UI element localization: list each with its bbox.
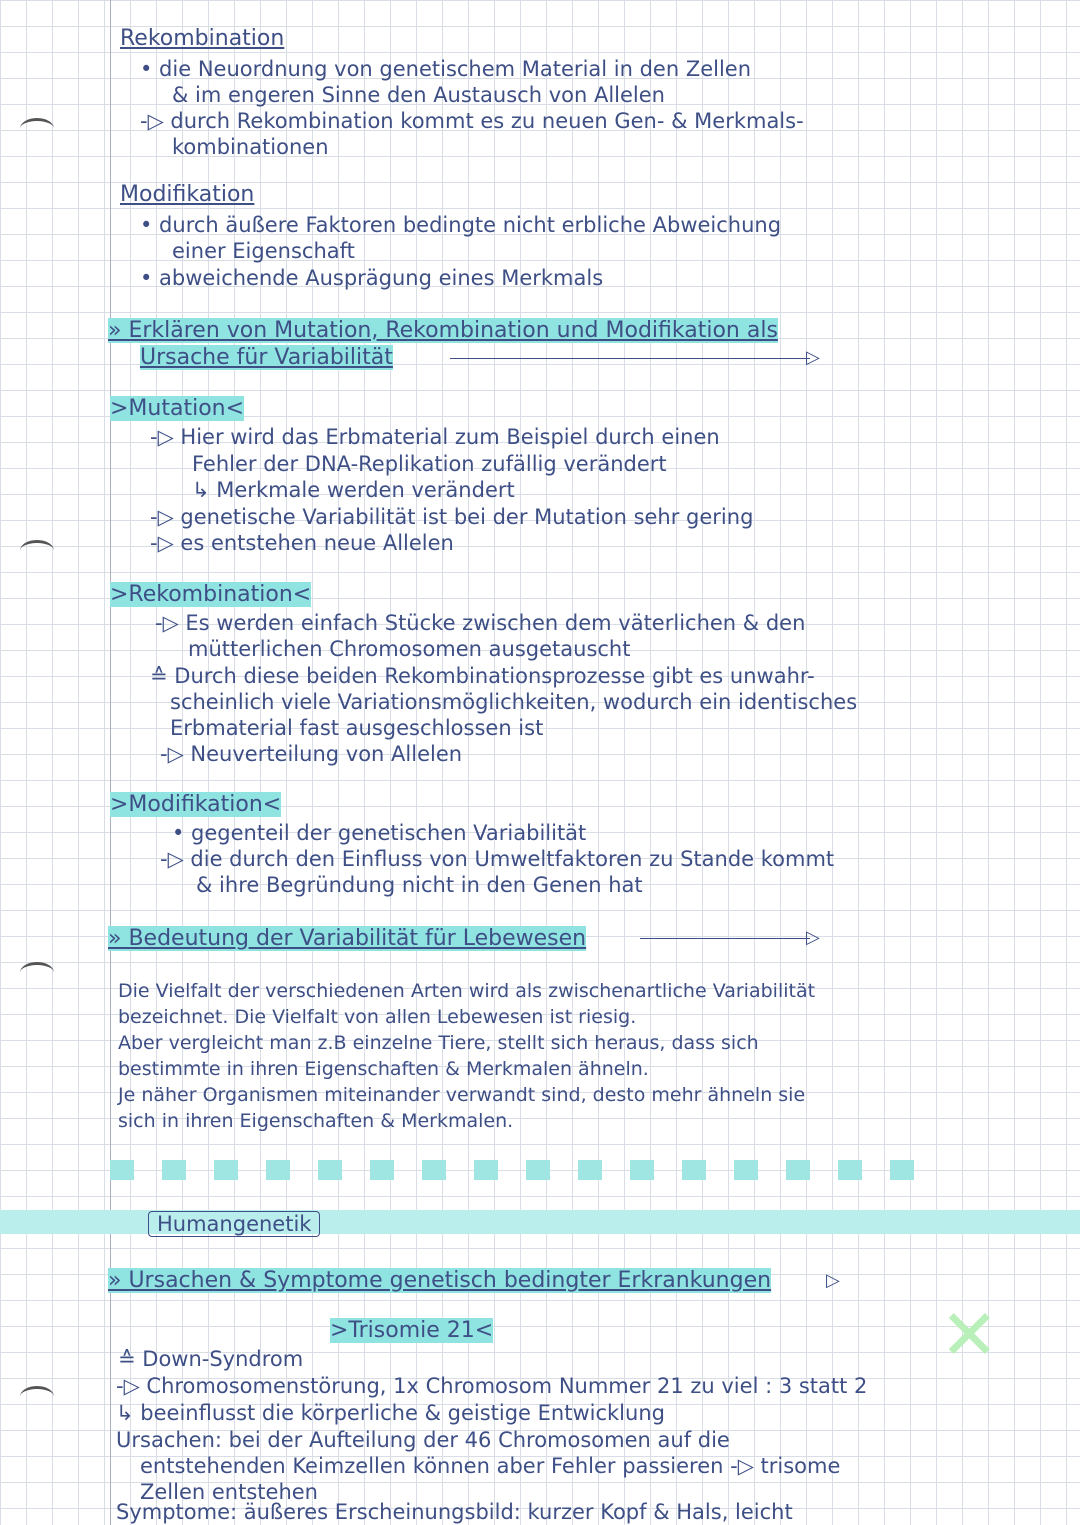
text-line: scheinlich viele Variationsmöglichkeiten, wodurch ein identisches <box>170 690 858 714</box>
text-line: Symptome: äußeres Erscheinungsbild: kurzer Kopf & Hals, leicht <box>116 1500 793 1524</box>
text-line: einer Eigenschaft <box>172 239 355 263</box>
text-line: Die Vielfalt der verschiedenen Arten wird als zwischenartliche Variabilität <box>118 980 816 1002</box>
text-line: • abweichende Ausprägung eines Merkmals <box>140 266 604 290</box>
section-heading-erklaeren: » Erklären von Mutation, Rekombination und Modifikation als <box>108 318 778 343</box>
arrow-line <box>450 358 810 359</box>
highlighter-dashes <box>110 1160 920 1180</box>
text-line: Je näher Organismen miteinander verwandt sind, desto mehr ähneln sie <box>118 1084 806 1106</box>
binder-hole <box>20 118 54 139</box>
text-line: -▷ es entstehen neue Allelen <box>150 531 454 555</box>
text-line: Fehler der DNA-Replikation zufällig verändert <box>192 452 667 476</box>
text-line: -▷ Chromosomenstörung, 1x Chromosom Nummer 21 zu viel : 3 statt 2 <box>116 1374 868 1398</box>
text-line: Erbmaterial fast ausgeschlossen ist <box>170 716 544 740</box>
margin-line <box>110 0 111 1525</box>
arrow-head-icon: ▷ <box>806 927 820 948</box>
rekombination-def-title: Rekombination <box>120 26 285 51</box>
section-heading-ursachen: » Ursachen & Symptome genetisch bedingter Erkrankungen <box>108 1268 772 1293</box>
text-line: & ihre Begründung nicht in den Genen hat <box>196 873 643 897</box>
binder-hole <box>20 540 54 561</box>
text-line: Zellen entstehen <box>140 1480 318 1504</box>
trisomie-title: >Trisomie 21< <box>330 1318 494 1343</box>
text-line: & im engeren Sinne den Austausch von Allelen <box>172 83 665 107</box>
text-line: -▷ Neuverteilung von Allelen <box>160 742 463 766</box>
text-line: sich in ihren Eigenschaften & Merkmalen. <box>118 1110 514 1132</box>
text-line: bestimmte in ihren Eigenschaften & Merkmalen ähneln. <box>118 1058 649 1080</box>
text-line: ↳ beeinflusst die körperliche & geistige Entwicklung <box>116 1401 665 1425</box>
section-heading-erklaeren-cont: Ursache für Variabilität <box>140 345 393 370</box>
rekombination-title: >Rekombination< <box>110 582 312 607</box>
text-line: • gegenteil der genetischen Variabilität <box>172 821 587 845</box>
arrow-head-icon: ▷ <box>826 1270 840 1291</box>
text-line: • durch äußere Faktoren bedingte nicht erbliche Abweichung <box>140 213 782 237</box>
text-line: ↳ Merkmale werden verändert <box>192 478 515 502</box>
modifikation-def-title: Modifikation <box>120 182 255 207</box>
text-line: Ursachen: bei der Aufteilung der 46 Chromosomen auf die <box>116 1428 730 1452</box>
mutation-title: >Mutation< <box>110 396 245 421</box>
binder-hole <box>20 1386 54 1407</box>
text-line: entstehenden Keimzellen können aber Fehler passieren -▷ trisome <box>140 1454 841 1478</box>
modifikation-title: >Modifikation< <box>110 792 282 817</box>
text-line: -▷ durch Rekombination kommt es zu neuen Gen- & Merkmals- <box>140 109 804 133</box>
text-line: -▷ die durch den Einfluss von Umweltfaktoren zu Stande kommt <box>160 847 835 871</box>
text-line: mütterlichen Chromosomen ausgetauscht <box>188 637 631 661</box>
text-line: kombinationen <box>172 135 329 159</box>
binder-hole <box>20 962 54 983</box>
check-mark-icon: ✕ <box>940 1294 999 1376</box>
text-line: ≙ Durch diese beiden Rekombinationsprozesse gibt es unwahr- <box>150 664 815 688</box>
text-line: -▷ genetische Variabilität ist bei der Mutation sehr gering <box>150 505 754 529</box>
arrow-head-icon: ▷ <box>806 347 820 368</box>
section-heading-bedeutung: » Bedeutung der Variabilität für Lebewesen <box>108 926 587 951</box>
text-line: Aber vergleicht man z.B einzelne Tiere, stellt sich heraus, dass sich <box>118 1032 759 1054</box>
text-line: • die Neuordnung von genetischem Material in den Zellen <box>140 57 752 81</box>
text-line: ≙ Down-Syndrom <box>118 1347 304 1371</box>
text-line: bezeichnet. Die Vielfalt von allen Lebewesen ist riesig. <box>118 1006 637 1028</box>
text-line: -▷ Es werden einfach Stücke zwischen dem väterlichen & den <box>155 611 806 635</box>
arrow-line <box>640 938 810 939</box>
humangenetik-title: Humangenetik <box>148 1211 320 1237</box>
text-line: -▷ Hier wird das Erbmaterial zum Beispiel durch einen <box>150 425 720 449</box>
